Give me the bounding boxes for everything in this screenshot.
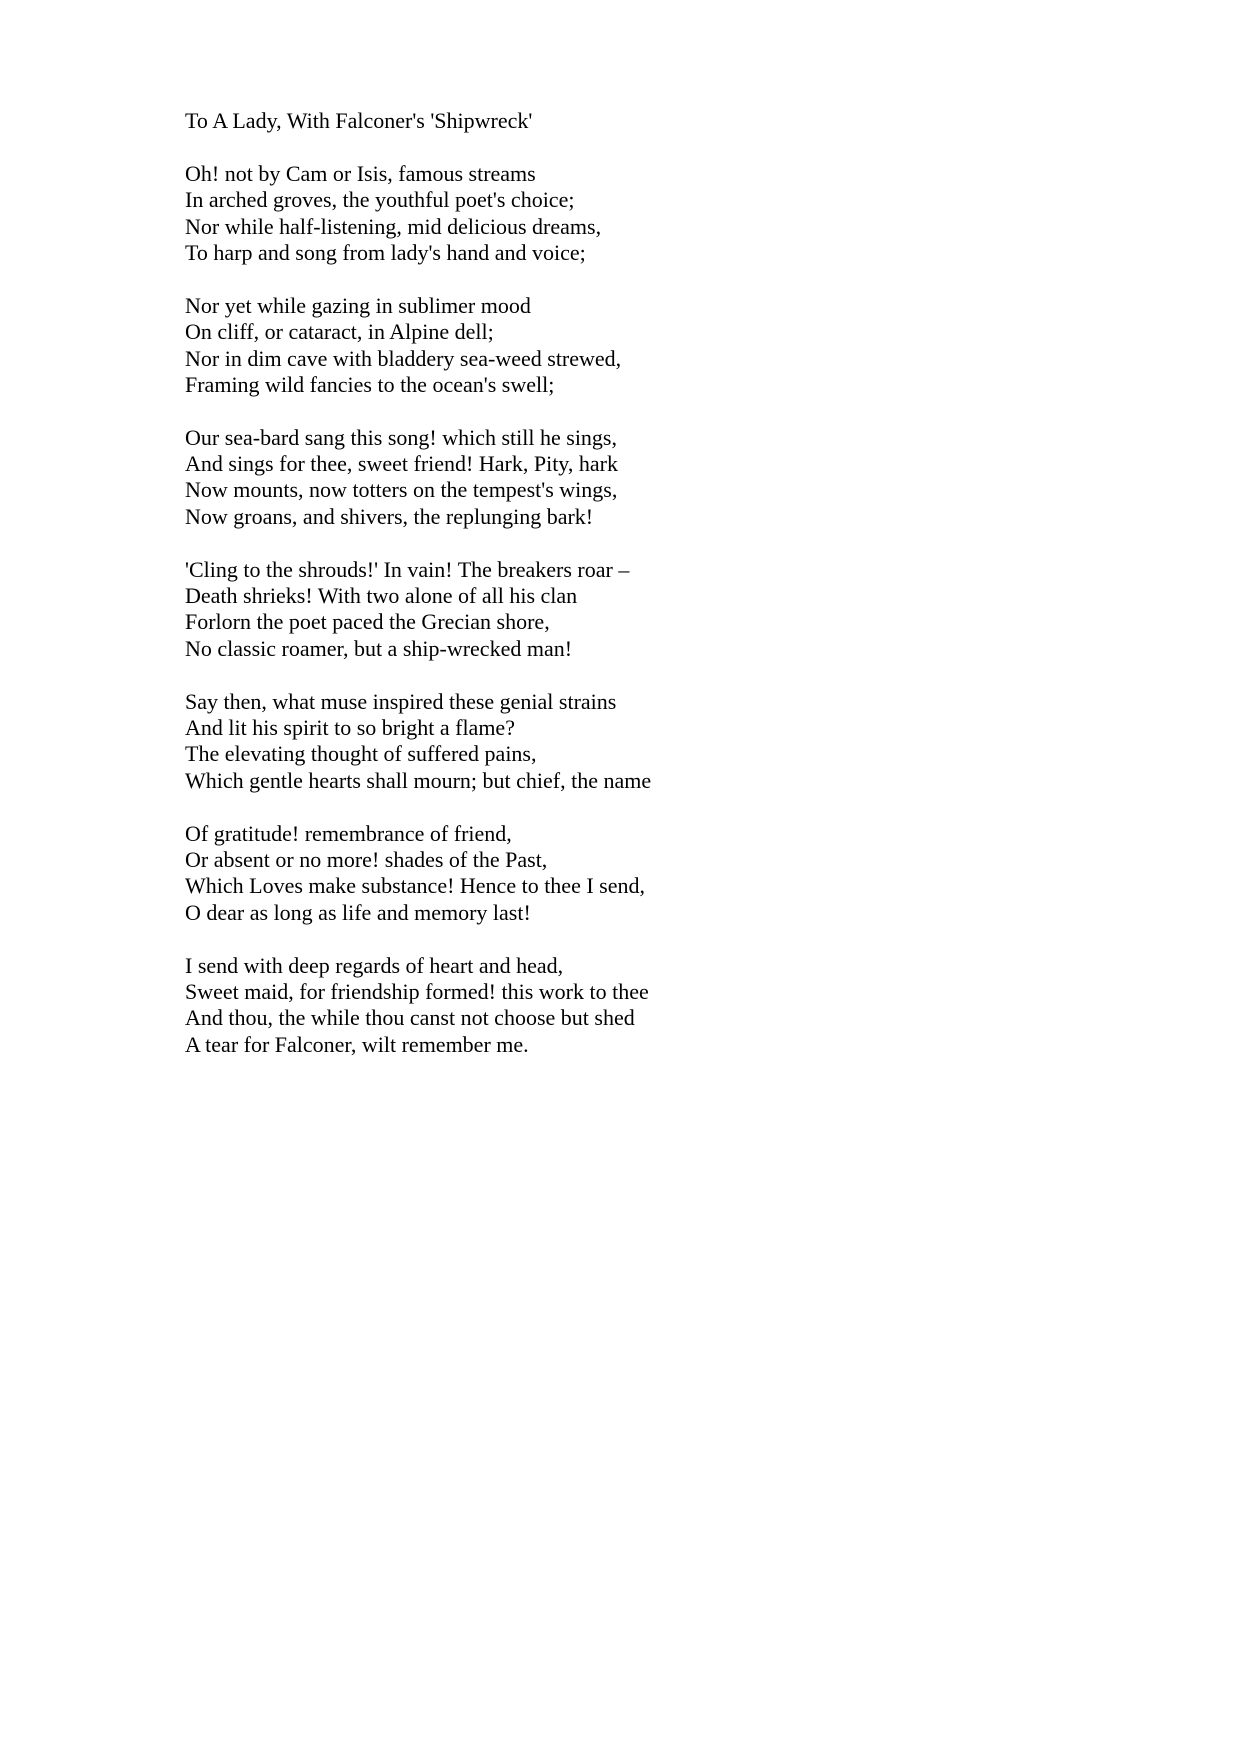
poem-line: Nor yet while gazing in sublimer mood [185, 292, 531, 318]
stanza-5 [185, 689, 1165, 795]
stanza-2 [185, 293, 1165, 399]
poem-line: Nor while half-listening, mid delicious dreams, [185, 213, 602, 239]
poem-line: And sings for thee, sweet friend! Hark, Pity, hark [185, 451, 618, 477]
poem-line: Sweet maid, for friendship formed! this work to thee [185, 978, 649, 1004]
stanza-gap [185, 266, 1165, 292]
poem [185, 108, 1165, 1058]
poem-line: Which Loves make substance! Hence to thee I send, [185, 873, 645, 899]
poem-line: A tear for Falconer, wilt remember me. [185, 1031, 529, 1057]
poem-line: And thou, the while thou canst not choose but shed [185, 1005, 635, 1031]
poem-line: To harp and song from lady's hand and voice; [185, 239, 586, 265]
poem-line: In arched groves, the youthful poet's choice; [185, 187, 575, 213]
poem-line: Framing wild fancies to the ocean's swell; [185, 371, 555, 397]
poem-line: No classic roamer, but a ship-wrecked man! [185, 635, 573, 661]
stanza-gap [185, 794, 1165, 820]
stanza-6 [185, 821, 1165, 927]
poem-line: O dear as long as life and memory last! [185, 899, 531, 925]
poem-line: Nor in dim cave with bladdery sea-weed strewed, [185, 345, 622, 371]
poem-line: I send with deep regards of heart and head, [185, 952, 564, 978]
poem-line: Which gentle hearts shall mourn; but chief, the name [185, 767, 652, 793]
stanza-gap [185, 134, 1165, 160]
poem-line: 'Cling to the shrouds!' In vain! The breakers roar – [185, 556, 630, 582]
stanza-gap [185, 926, 1165, 952]
poem-line: Now groans, and shivers, the replunging bark! [185, 503, 594, 529]
poem-line: On cliff, or cataract, in Alpine dell; [185, 319, 494, 345]
poem-title: To A Lady, With Falconer's 'Shipwreck' [185, 108, 533, 133]
poem-line: Oh! not by Cam or Isis, famous streams [185, 160, 536, 186]
poem-line: And lit his spirit to so bright a flame? [185, 714, 515, 740]
stanza-1 [185, 161, 1165, 267]
poem-line: Forlorn the poet paced the Grecian shore, [185, 609, 550, 635]
stanza-7 [185, 953, 1165, 1059]
poem-line: Now mounts, now totters on the tempest's wings, [185, 477, 618, 503]
stanza-4 [185, 557, 1165, 663]
poem-line: Or absent or no more! shades of the Past, [185, 846, 548, 872]
poem-line: Say then, what muse inspired these genial strains [185, 688, 617, 714]
stanza-3 [185, 425, 1165, 531]
stanza-gap [185, 662, 1165, 688]
poem-line: Our sea-bard sang this song! which still he sings, [185, 424, 617, 450]
stanza-gap [185, 398, 1165, 424]
stanza-gap [185, 530, 1165, 556]
poem-line: Death shrieks! With two alone of all his clan [185, 583, 578, 609]
poem-line: Of gratitude! remembrance of friend, [185, 820, 512, 846]
poem-line: The elevating thought of suffered pains, [185, 741, 537, 767]
